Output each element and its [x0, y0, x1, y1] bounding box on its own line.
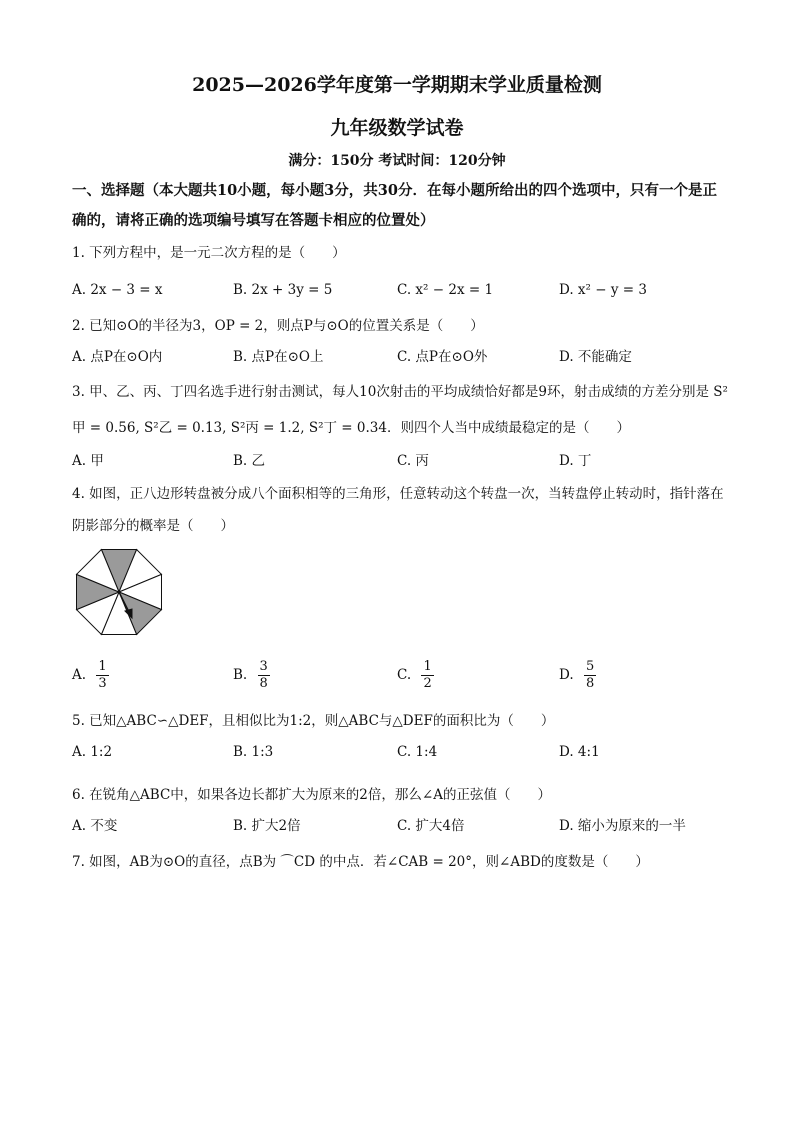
question-6-stem: 6. 在锐角△ABC中，如果各边长都扩大为原来的2倍，那么∠A的正弦值（ ）: [72, 787, 551, 803]
question-7-stem: 7. 如图，AB为⊙O的直径，点B为 ⌒CD 的中点．若∠CAB = 20°，则∠ABD的度数是（ ）: [72, 854, 649, 870]
option-a: A. 点P在⊙O内: [72, 349, 163, 365]
fraction: $\frac{1}{2}$: [423, 659, 432, 691]
question-3-stem: 3. 甲、乙、丙、丁四名选手进行射击测试，每人10次射击的平均成绩恰好都是9环，射击成绩的方差分别是 S²甲 = 0.56, S²乙 = 0.13, S²丙 = 1.2, S²丁 = 0.34．则四个人当中成绩最稳定的是（ ）: [72, 384, 728, 436]
option-d: D. 不能确定: [559, 349, 632, 365]
question-6-options: [72, 811, 732, 841]
option-b: B. 点P在⊙O上: [233, 349, 324, 365]
exam-meta: 满分：150分 考试时间：120分钟: [288, 153, 506, 169]
question-1-stem: 1. 下列方程中，是一元二次方程的是（ ）: [72, 245, 346, 261]
question-4-options: [72, 655, 732, 695]
option-d: D. x² − y = 3: [559, 282, 647, 298]
option-c: C. 1:4: [397, 744, 438, 760]
option-c: C. 点P在⊙O外: [397, 349, 488, 365]
option-a: A. 不变: [72, 818, 118, 834]
question-3-options: [72, 446, 732, 476]
exam-subtitle: 九年级数学试卷: [330, 117, 464, 139]
option-a: A. $\frac{1}{3}$: [72, 659, 107, 691]
option-d: D. 缩小为原来的一半: [559, 818, 686, 834]
question-2-stem: 2. 已知⊙O的半径为3，OP = 2，则点P与⊙O的位置关系是（ ）: [72, 318, 484, 334]
option-b: B. 乙: [233, 453, 266, 469]
octagon-spinner-figure: [70, 543, 168, 641]
question-5-stem: 5. 已知△ABC∽△DEF，且相似比为1:2，则△ABC与△DEF的面积比为（ ）: [72, 713, 555, 729]
option-b: B. 1:3: [233, 744, 274, 760]
question-2-options: [72, 342, 732, 372]
exam-title: 2025—2026学年度第一学期期末学业质量检测: [192, 74, 602, 96]
option-a: A. 甲: [72, 453, 104, 469]
option-c: C. 扩大4倍: [397, 818, 465, 834]
option-c: C. $\frac{1}{2}$: [397, 659, 432, 691]
option-b: B. 扩大2倍: [233, 818, 301, 834]
fraction: $\frac{1}{3}$: [98, 659, 107, 691]
question-4-stem: 4. 如图，正八边形转盘被分成八个面积相等的三角形，任意转动这个转盘一次，当转盘停止转动时，指针落在阴影部分的概率是（ ）: [72, 486, 724, 534]
option-d: D. $\frac{5}{8}$: [559, 659, 595, 691]
question-5-options: [72, 737, 732, 767]
question-1-options: [72, 275, 732, 305]
section-heading: 一、选择题（本大题共10小题，每小题3分，共30分．在每小题所给出的四个选项中，只有一个是正确的，请将正确的选项编号填写在答题卡相应的位置处）: [72, 182, 717, 229]
fraction: $\frac{5}{8}$: [585, 659, 595, 691]
option-c: C. 丙: [397, 453, 429, 469]
option-b: B. $\frac{3}{8}$: [233, 659, 268, 691]
fraction: $\frac{3}{8}$: [259, 659, 268, 691]
option-a: A. 1:2: [72, 744, 113, 760]
option-b: B. 2x + 3y = 5: [233, 282, 333, 298]
option-d: D. 4:1: [559, 744, 600, 760]
option-a: A. 2x − 3 = x: [72, 282, 163, 298]
option-c: C. x² − 2x = 1: [397, 282, 494, 298]
option-d: D. 丁: [559, 453, 592, 469]
